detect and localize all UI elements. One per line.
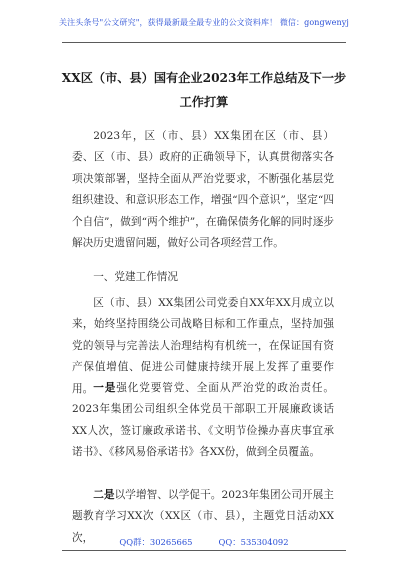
point-two-text: 以学增智、以学促干。2023年集团公司开展主题教育学习XX次（XX区（市、县），主题党日活动XX次， [72,489,334,544]
footer-divider [62,550,346,551]
footer-contacts [0,536,408,548]
point-one-lead: 一是 [93,382,117,394]
paragraph-intro: 2023年，区（市、县）XX集团在区（市、县）委、区（市、县）政府的正确领导下，认真贯彻落实各项决策部署，坚持全面从严治党要求，不断强化基层党组织建设、和意识形态工作，增强“四个意识”，坚定“四个自信”，做到“两个维护”，在确保债务化解的同时逐步解决历史遗留问题，做好公司各项经营工作。 [72,130,334,250]
header-banner: 关注头条号"公文研究"，获得最新最全最专业的公文资料库！ 微信：gongwenyj [59,18,349,27]
footer-qq: QQ：535304092 [218,537,289,547]
paragraph-point-one [72,378,334,464]
point-one-text: 强化党要管党、全面从严治党的政治责任。2023年集团公司组织全体党员干部职工开展廉政谈话XX人次，签订廉政承诺书、《文明节俭操办喜庆事宜承诺书》、《移风易俗承诺书》各XX份，做到全员覆盖。 [72,382,335,459]
document-title: XX区（市、县）国有企业2023年工作总结及下一步工作打算 [61,71,347,109]
section-heading: 一、党建工作情况 [93,271,178,283]
point-two-lead: 二是 [93,489,115,501]
header-divider [62,42,346,43]
paragraph-party-building: 区（市、县）XX集团公司党委自XX年XX月成立以来，始终坚持围绕公司战略目标和工作重点，坚持加强党的领导与完善法人治理结构有机统一，在保证国有资产保值增值、促进公司健康持续开展上发挥了重要作用。 [72,297,334,395]
footer-qq-group: QQ群：30265665 [119,537,193,547]
